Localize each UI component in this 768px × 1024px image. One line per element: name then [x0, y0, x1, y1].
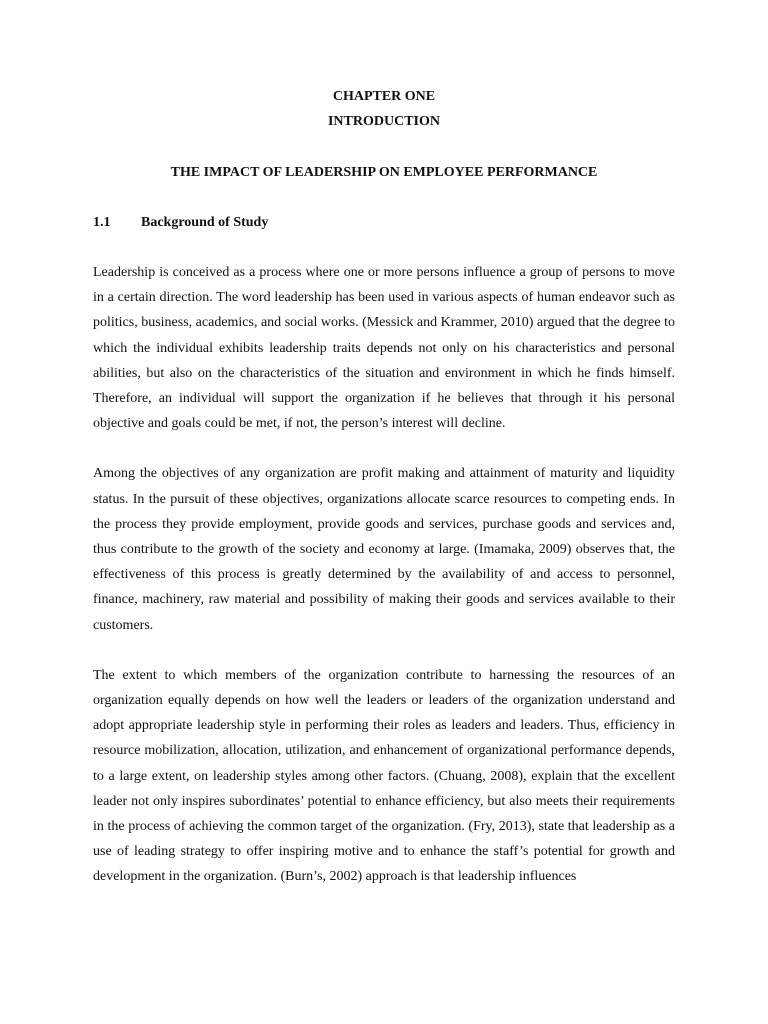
- paragraph-1: Leadership is conceived as a process where one or more persons influence a group of persons to move in a certain direction. The word leadership has been used in various aspects of human endeavor such as politics, business, academics, and social works. (Messick and Krammer, 2010) argued that the degree to which the individual exhibits leadership traits depends not only on his characteristics and personal abilities, but also on the characteristics of the situation and environment in which he finds himself. Therefore, an individual will support the organization if he believes that through it his personal objective and goals could be met, if not, the person’s interest will decline.: [93, 265, 675, 432]
- paragraph-3: The extent to which members of the organization contribute to harnessing the resources of an organization equally depends on how well the leaders or leaders of the organization understand and adopt appropriate leadership style in performing their roles as leaders and leaders. Thus, efficiency in resource mobilization, allocation, utilization, and enhancement of organizational performance depends, to a large extent, on leadership styles among other factors. (Chuang, 2008), explain that the excellent leader not only inspires subordinates’ potential to enhance efficiency, but also meets their requirements in the process of achieving the common target of the organization. (Fry, 2013), state that leadership as a use of leading strategy to offer inspiring motive and to enhance the staff’s potential for growth and development in the organization. (Burn’s, 2002) approach is that leadership influences: [93, 667, 675, 885]
- chapter-subtitle: INTRODUCTION: [327, 114, 440, 129]
- paragraph-2: Among the objectives of any organization are profit making and attainment of maturity and liquidity status. In the pursuit of these objectives, organizations allocate scarce resources to competing ends. In the process they provide employment, provide goods and services, purchase goods and services and, thus contribute to the growth of the society and economy at large. (Imamaka, 2009) observes that, the effectiveness of this process is greatly determined by the availability of and access to personnel, finance, machinery, raw material and possibility of making their goods and services available to their customers.: [93, 466, 675, 633]
- section-title: Background of Study: [141, 215, 269, 230]
- document-title: THE IMPACT OF LEADERSHIP ON EMPLOYEE PERFORMANCE: [170, 165, 598, 180]
- section-heading: [93, 210, 675, 235]
- chapter-label: CHAPTER ONE: [332, 89, 436, 104]
- document-page: [93, 84, 675, 890]
- section-number: 1.1: [93, 215, 111, 230]
